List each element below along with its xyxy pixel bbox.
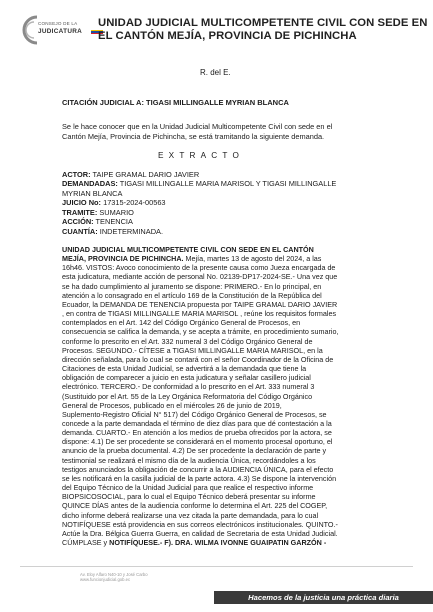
- body-line: UNIDAD JUDICIAL MULTICOMPETENTE CIVIL CON SEDE EN EL CANTÓN: [62, 245, 314, 254]
- body-line: dicho informe deberá realizarse una vez citada la parte demandada, para lo cual: [62, 510, 319, 520]
- field-value: INDETERMINADA.: [99, 226, 164, 236]
- body-line: dispone: 4.1) De ser procedente se considerará en el momento procesal oportuno, el: [62, 437, 333, 447]
- field-label: CUANTÍA:: [62, 226, 98, 236]
- field-cuantia: [62, 227, 422, 236]
- footer-slogan-banner: Hacemos de la justicia una práctica diaria: [214, 591, 433, 604]
- field-label: ACCIÓN:: [62, 217, 94, 227]
- body-line: testimonial se realizará el mismo día de la audiencia Única, recordándoles a los: [62, 455, 316, 465]
- body-line: electrónico. TERCERO.- De conformidad a lo prescrito en el Art. 333 numeral 3: [62, 382, 315, 392]
- field-value: 17315-2024-00563: [103, 198, 166, 208]
- resolution-body: [62, 245, 422, 547]
- body-line: dirección señalada, para lo cual se contará con el señor Coordinador de la Oficina de: [62, 354, 334, 364]
- intro-line: Se le hace conocer que en la Unidad Judicial Multicompetente Civil con sede en el: [62, 122, 333, 131]
- footer-address: [80, 572, 148, 582]
- field-value: TIGASI MILLINGALLE MARIA MARISOL Y TIGASI MILLINGALLE: [119, 179, 337, 189]
- body-line: BIOPSICOSOCIAL, para lo cual el Equipo Técnico deberá presentar su informe: [62, 492, 316, 502]
- judicature-logo: [20, 14, 106, 48]
- body-line: conforme lo prescrito en el Art. 332 numeral 3 del Código Orgánico General de: [62, 336, 313, 346]
- logo-text-line2: JUDICATURA: [38, 28, 83, 35]
- body-line: concede a la parte demandada el término de diez días para que dé contestación a la: [62, 418, 332, 428]
- field-value: TAIPE GRAMAL DARIO JAVIER: [92, 170, 200, 179]
- body-line: esta judicatura, mediante acción de personal No. 02139-DP17-2024-SE.- Una vez que: [62, 272, 338, 282]
- footer-website-link[interactable]: www.funcionjudicial.gob.ec: [80, 577, 131, 583]
- body-line: contemplados en el Art. 142 del Código Orgánico General de Procesos, en: [62, 318, 301, 328]
- body-line: demanda. CUARTO.- En atención a los medios de prueba ofrecidos por la actora, se: [62, 428, 332, 438]
- intro-line: Cantón Mejía, Provincia de Pichincha, se está tramitando la siguiente demanda.: [62, 131, 325, 141]
- body-line: anuncio de la prueba documental. 4.2) De ser procedente la declaración de parte y: [62, 446, 327, 456]
- case-fields: [62, 170, 422, 236]
- body-line: QUINCE DÍAS antes de la audiencia conforme lo determina el Art. 225 del COGEP,: [62, 501, 328, 511]
- body-line: obligación de comparecer a juicio en esta judicatura y señalar casillero judicial: [62, 373, 311, 383]
- body-line: Procesos. SEGUNDO.- CÍTESE a TIGASI MILLINGALLE MARIA MARISOL, en la: [62, 345, 323, 355]
- field-accion: [62, 217, 422, 226]
- citation-heading: CITACIÓN JUDICIAL A: TIGASI MILLINGALLE MYRIAN BLANCA: [62, 98, 289, 107]
- header-title-line1: UNIDAD JUDICIAL MULTICOMPETENTE CIVIL CON SEDE EN: [98, 17, 428, 29]
- field-label: ACTOR:: [62, 170, 91, 179]
- republic-label: R. del E.: [200, 68, 231, 77]
- body-line: CÚMPLASE y NOTIFÍQUESE.- F). DRA. WILMA IVONNE GUAIPATIN GARZÓN -: [62, 538, 327, 547]
- footer-address-line: Av. Eloy Alfaro N40-10 y José Carbo: [80, 572, 148, 577]
- body-line: atención a lo consagrado en el artículo 169 de la Constitución de la República del: [62, 290, 322, 300]
- extracto-heading: EXTRACTO: [158, 151, 245, 160]
- field-juicio: [62, 198, 422, 207]
- body-line: 16h46. VISTOS: Avoco conocimiento de la presente causa como Jueza encargada de: [62, 263, 336, 273]
- field-demandados-cont: MYRIAN BLANCA: [62, 188, 123, 198]
- body-line: Citaciones de esta Unidad Judicial, se advertirá a la demandada que tiene la: [62, 364, 307, 374]
- body-line: del Equipo Técnico de la Unidad Judicial para que realice el respectivo informe: [62, 483, 314, 493]
- field-value: TENENCIA: [95, 217, 133, 227]
- body-line: consecuencia se califica la demanda, y se acepta a trámite, en procedimiento sumario,: [62, 327, 339, 337]
- body-line: se ha dado cumplimiento al juramento se dispone: PRIMERO.- En lo principal, en: [62, 281, 322, 291]
- intro-paragraph: [62, 122, 417, 141]
- field-tramite: [62, 208, 422, 217]
- body-line: Ecuador, la DEMANDA DE TENENCIA propuesta por TAIPE GRAMAL DARIO JAVIER: [62, 299, 338, 309]
- field-label: DEMANDADAS:: [62, 179, 118, 189]
- court-header-title: [98, 17, 428, 43]
- footer-divider: [20, 566, 413, 567]
- field-value: SUMARIO: [99, 207, 134, 217]
- body-line: , en contra de TIGASI MILLINGALLE MARIA MARISOL , reúne los requisitos formales: [62, 309, 337, 319]
- field-label: TRAMITE:: [62, 207, 98, 217]
- body-line: NOTIFÍQUESE está providencia en sus correos electrónicos institucionales. QUINTO.-: [62, 519, 338, 529]
- body-line: Actúe la Dra. Bélgica Guerra Guerra, en calidad de Secretaria de esta Unidad Judicial.: [62, 528, 338, 538]
- body-line: (Sustituido por el Art. 55 de la Ley Orgánica Reformatoria del Código Orgánico: [62, 391, 313, 401]
- field-actor: [62, 170, 422, 179]
- logo-arc-icon: [20, 14, 40, 46]
- body-line: General de Procesos, publicado en el miércoles 26 de junio de 2019,: [62, 400, 282, 410]
- header-title-line2: EL CANTÓN MEJÍA, PROVINCIA DE PICHINCHA: [98, 30, 357, 42]
- body-line: Suplemento-Registro Oficial N° 517) del Código Orgánico General de Procesos, se: [62, 409, 327, 419]
- body-line: testigos anunciados la obligación de concurrir a la AUDIENCIA ÚNICA, para el efecto: [62, 464, 334, 474]
- field-demandados: [62, 179, 422, 188]
- body-line: se les notificará en la casilla judicial de la parte actora. 4.3) Se dispone la intervención: [62, 473, 337, 483]
- field-label: JUICIO No:: [62, 198, 102, 208]
- logo-text-line1: CONSEJO DE LA: [38, 21, 78, 26]
- body-line: MEJÍA, PROVINCIA DE PICHINCHA. Mejía, martes 13 de agosto del 2024, a las: [62, 254, 322, 264]
